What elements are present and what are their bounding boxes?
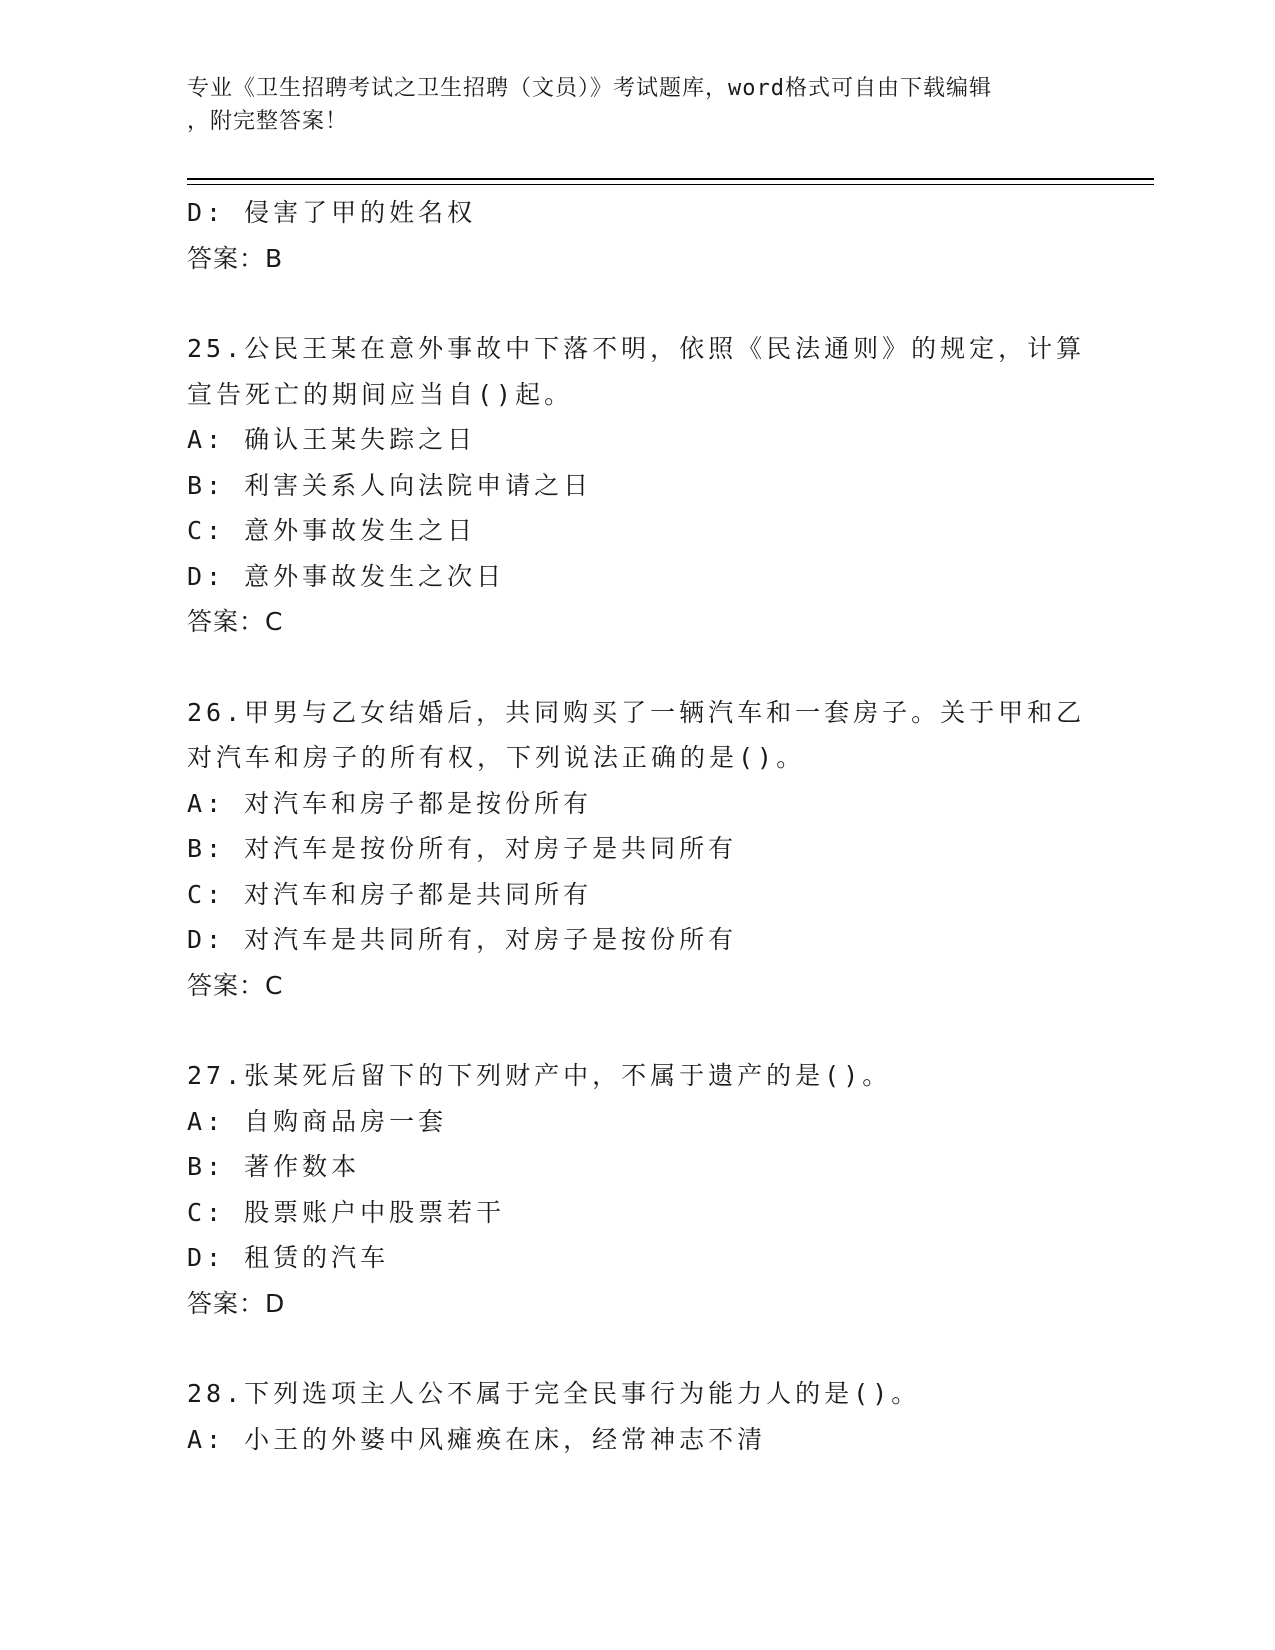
option-c: C: 意外事故发生之日 xyxy=(187,516,477,545)
question-text-cont: 对汽车和房子的所有权，下列说法正确的是()。 xyxy=(187,743,806,772)
option-b: B: 利害关系人向法院申请之日 xyxy=(187,470,593,500)
question-27 xyxy=(187,1053,1087,1326)
answer: 答案：D xyxy=(187,1288,286,1318)
option-a: A: 自购商品房一套 xyxy=(187,1106,448,1136)
question-text: 28.下列选项主人公不属于完全民事行为能力人的是()。 xyxy=(187,1379,921,1408)
option-b: B: 著作数本 xyxy=(187,1152,361,1181)
option-b: B: 对汽车是按份所有，对房子是共同所有 xyxy=(187,834,738,863)
question-text: 25.公民王某在意外事故中下落不明，依照《民法通则》的规定，计算 xyxy=(187,334,1086,363)
option-a: A: 小王的外婆中风瘫痪在床，经常神志不清 xyxy=(187,1424,767,1454)
header-divider-thick xyxy=(187,178,1154,180)
option-a: A: 确认王某失踪之日 xyxy=(187,425,477,454)
option-d: D: 对汽车是共同所有，对房子是按份所有 xyxy=(187,925,738,954)
answer: 答案：C xyxy=(187,970,284,1000)
question-list xyxy=(187,190,1087,1462)
question-text: 27.张某死后留下的下列财产中，不属于遗产的是()。 xyxy=(187,1061,892,1090)
option-a: A: 对汽车和房子都是按份所有 xyxy=(187,788,593,818)
option-d: D: 侵害了甲的姓名权 xyxy=(187,198,477,227)
document-header xyxy=(187,72,1067,138)
answer: 答案：C xyxy=(187,607,284,636)
spacer xyxy=(187,281,1087,326)
question-text-cont: 宣告死亡的期间应当自()起。 xyxy=(187,379,574,409)
header-line-2: ，附完整答案！ xyxy=(187,109,349,134)
question-25 xyxy=(187,326,1087,645)
option-c: C: 对汽车和房子都是共同所有 xyxy=(187,879,593,909)
question-28 xyxy=(187,1371,1087,1462)
option-d: D: 租赁的汽车 xyxy=(187,1243,390,1272)
spacer xyxy=(187,1326,1087,1371)
header-divider-thin xyxy=(187,184,1154,185)
option-c: C: 股票账户中股票若干 xyxy=(187,1197,506,1227)
answer: 答案：B xyxy=(187,243,284,273)
spacer xyxy=(187,645,1087,690)
question-26 xyxy=(187,690,1087,1009)
header-line-1: 专业《卫生招聘考试之卫生招聘（文员）》考试题库，word格式可自由下载编辑 xyxy=(187,76,992,101)
spacer xyxy=(187,1008,1087,1053)
question-text: 26.甲男与乙女结婚后，共同购买了一辆汽车和一套房子。关于甲和乙 xyxy=(187,697,1086,727)
option-d: D: 意外事故发生之次日 xyxy=(187,561,506,591)
